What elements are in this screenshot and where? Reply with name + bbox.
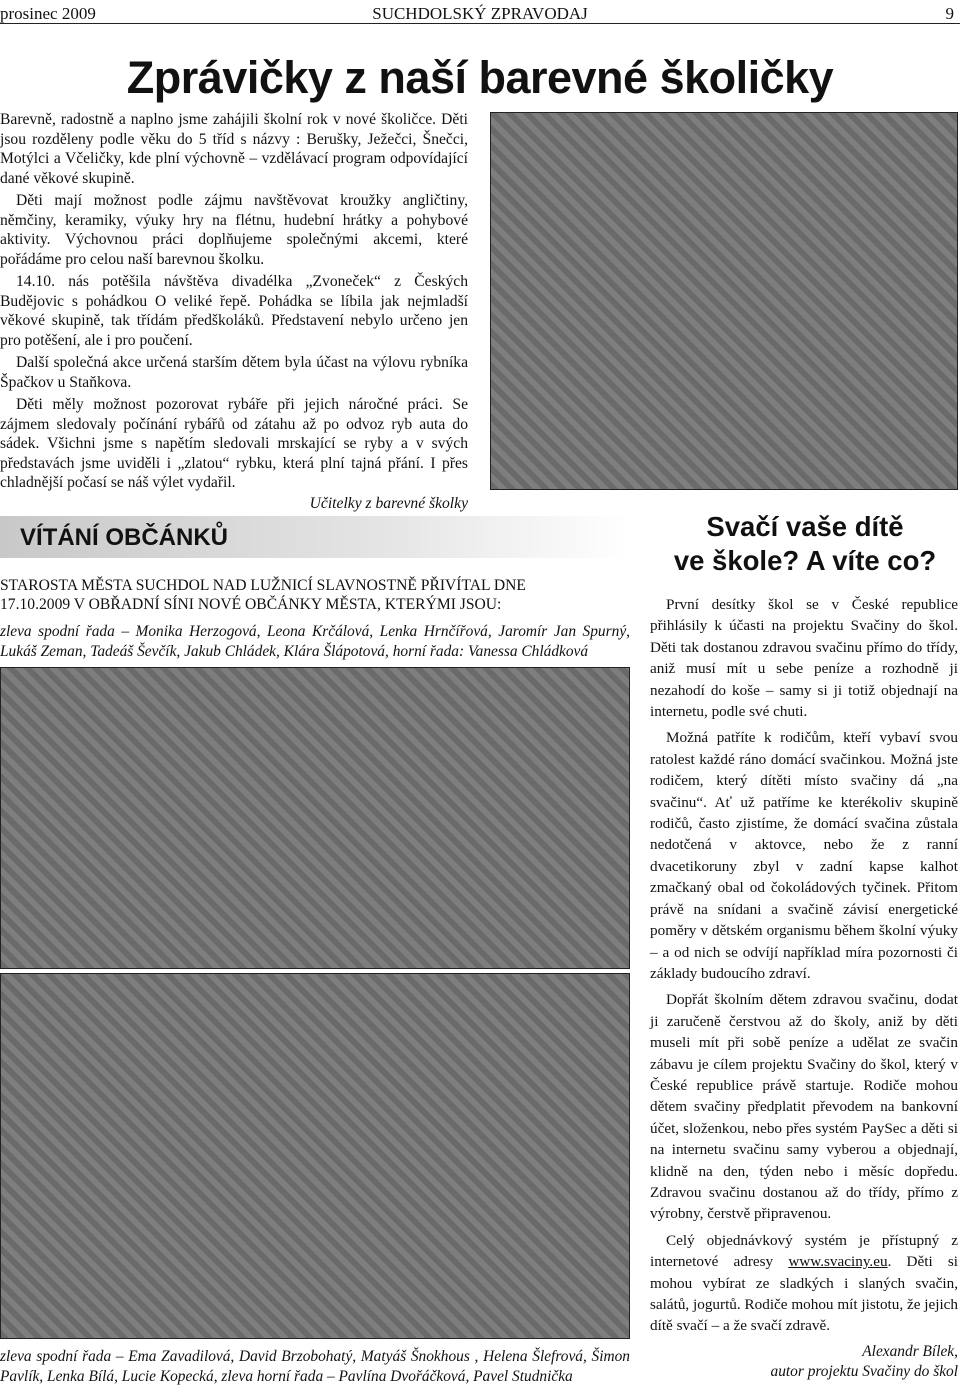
issue-date: prosinec 2009 [0, 4, 96, 23]
article-title-snacks [650, 510, 960, 578]
text-span: Celý objednávkový systém je přístupný z internetové adresy [650, 1231, 958, 1271]
paragraph: Další společná akce určená starším dětem byla účast na výlovu rybníka Špačkov u Staňkova. [0, 354, 468, 391]
photo-new-citizens-2 [0, 973, 630, 1339]
paragraph: Dopřát školním dětem zdravou svačinu, dodat ji zaručeně čerstvou až do školy, aniž by děti museli mít při sobě peníze a udělat ze svačin zábavu je cílem projektu Svačiny do škol, který v České republice právě startuje. Rodiče mohou dětem svačiny předplatit převodem na bankovní účet, složenkou, nebo přes systém PaySec a děti si na internetu svačinu samy vyberou a objednají, klidně na den, týden nebo i měsíc dopředu. Zdravou svačinu dostanou až do třídy, přímo z výrobny, čerstvě připravenou. [650, 991, 958, 1223]
paragraph: Děti mají možnost podle zájmu navštěvovat kroužky angličtiny, němčiny, keramiky, výuky hry na flétnu, hudební hrátky a pohybové aktivity. Výchovnou práci doplňujeme společnými akcemi, které pořádáme pro celou naší barevnou školku. [0, 192, 468, 268]
paragraph: Barevně, radostně a naplno jsme zahájili školní rok v nové školičce. Děti jsou rozděleny podle věku do 5 tříd s názvy : Berušky, Ježečci, Šnečci, Motýlci a Včeličky, kde plní výchovně – vzdělávací program odpovídající dané věkové skupině. [0, 111, 468, 187]
photo-caption-2: zleva spodní řada – Ema Zavadilová, David Brzobohatý, Matyáš Šnokhous , Helena Šlefrová, Šimon Pavlík, Lenka Bílá, Lucie Kopecká, zleva horní řada – Pavlína Dvořáčková, Pavel Studnička [0, 1348, 630, 1385]
author-name: Alexandr Bílek, [862, 1342, 958, 1360]
publication-name: SUCHDOLSKÝ ZPRAVODAJ [372, 4, 588, 23]
welcome-intro: STAROSTA MĚSTA SUCHDOL NAD LUŽNICÍ SLAVNOSTNĚ PŘIVÍTAL DNE 17.10.2009 V OBŘADNÍ SÍNI NOVÉ OBČÁNKY MĚSTA, KTERÝMI JSOU: [0, 577, 526, 613]
paragraph: 14.10. nás potěšila návštěva divadélka „Zvoneček“ z Českých Budějovic s pohádkou O veliké řepě. Pohádka se líbila jak nejmladší věkové skupině, tak třídám předškoláků. Představení nebylo určeno jen pro potěšení, ale i pro poučení. [0, 273, 468, 349]
article-snacks-body [650, 594, 958, 1382]
title-line-1: Svačí vaše dítě [706, 511, 904, 542]
photo-new-citizens-1 [0, 667, 630, 969]
paragraph: Možná patříte k rodičům, kteří vybaví svou ratolest každé ráno domácí svačinkou. Možná jste rodičem, který dítěti místo svačiny dá „na svačinu“. Ať už patříme ke kterékoliv skupině rodičů, často zjistíme, že domácí svačina zůstala nedotčená v aktovce, nebo že z ranní dvacetikoruny zbyl v zadní kapse kalhot zmačkaný obal od čokoládových tyčinek. Přitom právě na snídani a svačině závisí energetické poměry v dětském organismu během školní výuky – a od nich se odvíjí například míra pozornosti či základy budoucího zdraví. [650, 729, 958, 982]
author-role: autor projektu Svačiny do škol [770, 1362, 958, 1380]
article-title-welcome: VÍTÁNÍ OBČÁNKŮ [20, 524, 228, 551]
photo-children-fishpond [490, 112, 958, 490]
website-link[interactable]: www.svaciny.eu [788, 1253, 888, 1271]
paragraph: První desítky škol se v České republice přihlásily k účasti na projektu Svačiny do škol. Děti tak dostanou zdravou svačinu přímo do třídy, aniž musí mít u sebe peníze a rozhodně ji nezahodí do koše – samy si ji totiž objednají na internetu, podle své chuti. [650, 596, 958, 721]
photo-caption-1: zleva spodní řada – Monika Herzogová, Leona Krčálová, Lenka Hrnčířová, Jaromír Jan Spurný, Lukáš Zeman, Tadeáš Ševčík, Jakub Chládek, Klára Šlápotová, horní řada: Vanessa Chládková [0, 623, 630, 660]
text-span: . Děti si mohou vybírat ze sladkých i slaných svačin, salátů, jogurtů. Rodiče mohou mít jistotu, že jejich dítě svačí – a že svačí zdravě. [650, 1253, 959, 1335]
signature-text: Učitelky z barevné školky [309, 494, 468, 512]
article-title-school: Zprávičky z naší barevné školičky [126, 52, 834, 103]
title-line-2: ve škole? A víte co? [673, 545, 937, 576]
paragraph [650, 1230, 958, 1337]
page-number: 9 [945, 4, 954, 23]
article-school-body [0, 110, 468, 513]
header-divider [0, 23, 960, 24]
paragraph: Děti měly možnost pozorovat rybáře při jejich náročné práci. Se zájmem sledovaly počínání rybářů od zátahu až po odvoz ryb auta do sádek. Všichni jsme s napětím sledovali mrskající se ryby a v svých představách jsme uviděli i „zlatou“ rybku, která plní tajná přání. I přes chladnější počasí se náš výlet vydařil. [0, 396, 468, 491]
article-signature [0, 494, 468, 514]
